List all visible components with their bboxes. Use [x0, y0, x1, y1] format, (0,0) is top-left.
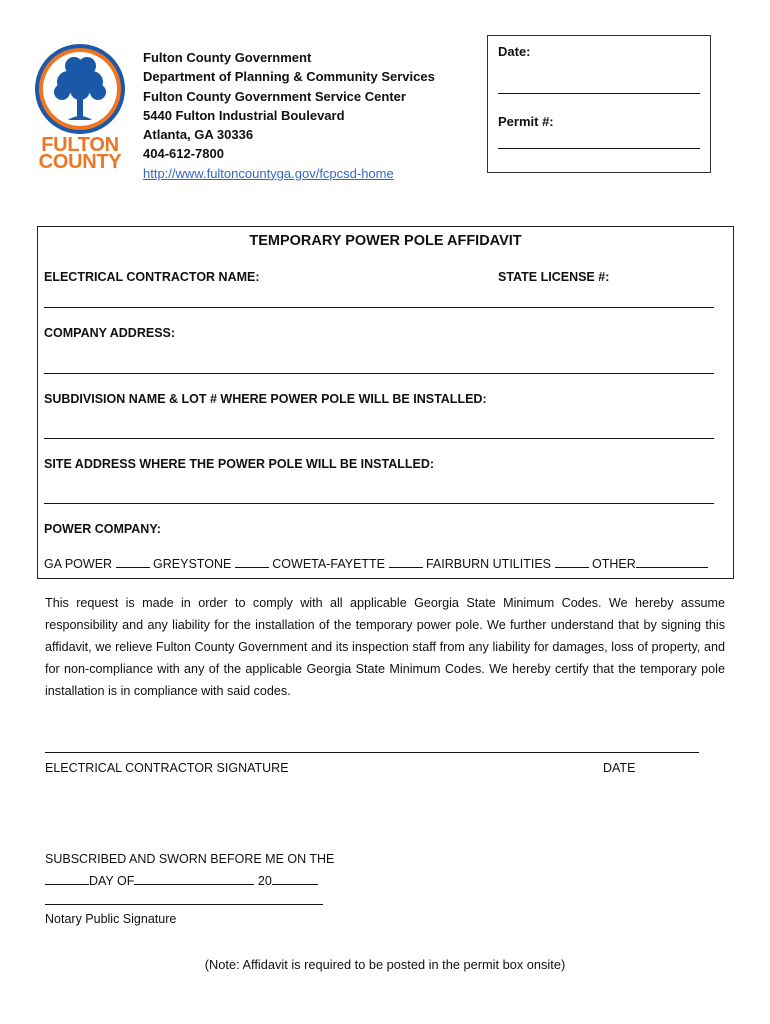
street-address: 5440 Fulton Industrial Boulevard: [143, 107, 345, 123]
contractor-name-label: ELECTRICAL CONTRACTOR NAME:: [44, 270, 260, 284]
option-fairburn-blank[interactable]: [555, 557, 589, 568]
contractor-name-field-line[interactable]: [44, 307, 714, 308]
service-center: Fulton County Government Service Center: [143, 88, 406, 104]
date-field-line[interactable]: [498, 93, 700, 94]
option-coweta-fayette-blank[interactable]: [389, 557, 423, 568]
option-greystone-blank[interactable]: [235, 557, 269, 568]
power-company-options: [44, 557, 708, 571]
option-greystone: GREYSTONE: [153, 557, 232, 571]
site-address-label: SITE ADDRESS WHERE THE POWER POLE WILL BE INSTALLED:: [44, 457, 435, 471]
website-link[interactable]: http://www.fultoncountyga.gov/fcpcsd-home: [143, 165, 394, 181]
department-name: Department of Planning & Community Services: [143, 69, 435, 85]
posting-note: (Note: Affidavit is required to be posted in the permit box onsite): [204, 957, 566, 972]
company-address-label: COMPANY ADDRESS:: [44, 326, 176, 340]
logo-text-fulton: FULTON: [41, 134, 119, 156]
subdivision-label: SUBDIVISION NAME & LOT # WHERE POWER POLE WILL BE INSTALLED:: [44, 392, 487, 406]
date-permit-box: [487, 35, 711, 173]
signature-date-label: DATE: [603, 761, 636, 775]
option-ga-power: GA POWER: [44, 557, 113, 571]
affidavit-form-box: [37, 226, 734, 579]
sworn-date-row: [45, 870, 334, 892]
permit-field-line[interactable]: [498, 148, 700, 149]
year-blank[interactable]: [272, 874, 318, 885]
notary-signature-line[interactable]: [45, 904, 323, 905]
contractor-signature-label: ELECTRICAL CONTRACTOR SIGNATURE: [45, 761, 289, 775]
sworn-label: SUBSCRIBED AND SWORN BEFORE ME ON THE: [45, 852, 335, 866]
option-coweta-fayette: COWETA-FAYETTE: [272, 557, 386, 571]
option-other: OTHER: [591, 557, 636, 571]
month-blank[interactable]: [134, 874, 254, 885]
subdivision-field-line[interactable]: [44, 438, 714, 439]
year-prefix: 20: [257, 874, 272, 888]
logo-text-county: COUNTY: [38, 151, 122, 173]
date-label: Date:: [498, 44, 531, 59]
form-title: TEMPORARY POWER POLE AFFIDAVIT: [249, 233, 522, 249]
address-block: [143, 48, 435, 183]
logo-wordmark: [30, 134, 130, 173]
day-blank[interactable]: [45, 874, 89, 885]
notary-signature-label: Notary Public Signature: [45, 912, 177, 926]
option-ga-power-blank[interactable]: [116, 557, 150, 568]
notary-sworn-block: [45, 848, 334, 892]
option-other-blank[interactable]: [636, 557, 708, 568]
phone-number: 404-612-7800: [143, 146, 224, 162]
power-company-label: POWER COMPANY:: [44, 522, 161, 536]
org-name: Fulton County Government: [143, 50, 312, 65]
permit-label: Permit #:: [498, 114, 554, 129]
state-license-label: STATE LICENSE #:: [498, 270, 610, 284]
day-of-label: DAY OF: [89, 874, 135, 888]
signature-line[interactable]: [45, 752, 699, 753]
liability-statement: This request is made in order to comply with all applicable Georgia State Minimum Codes. We hereby assume responsibility and any liability for the installation of the temporary power pole. We further understand that by signing this affidavit, we relieve Fulton County Government and its inspection staff from any liability for damages, loss of property, and for non-compliance with any of the applicable Georgia State Minimum Codes. We hereby certify that the temporary pole installation is in compliance with said codes.: [45, 596, 725, 698]
company-address-field-line[interactable]: [44, 373, 714, 374]
city-state-zip: Atlanta, GA 30336: [143, 127, 254, 143]
site-address-field-line[interactable]: [44, 503, 714, 504]
option-fairburn: FAIRBURN UTILITIES: [425, 557, 552, 571]
